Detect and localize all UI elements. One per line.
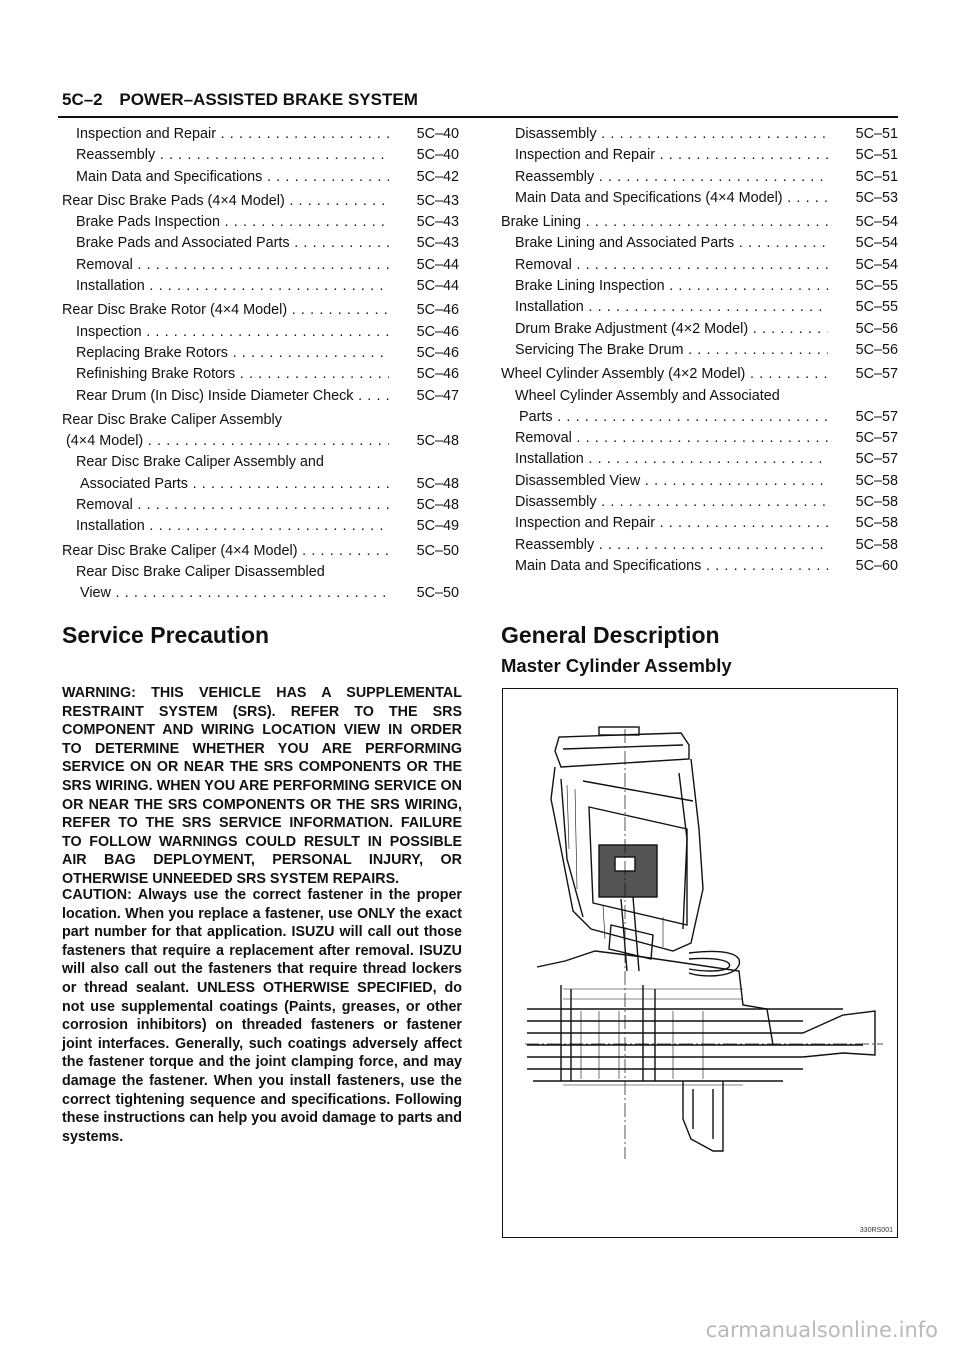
toc-entry-page: 5C–50 (411, 541, 459, 562)
toc-entry-title: Brake Lining and Associated Parts . . . (501, 233, 828, 254)
toc-entry-title: Associated Parts . . . (62, 474, 389, 495)
toc-entry (62, 386, 459, 407)
toc-entry-page: 5C–48 (411, 495, 459, 516)
toc-entry-title: Parts . . . (501, 407, 828, 428)
toc-entry (501, 471, 898, 492)
toc-entry-page: 5C–48 (411, 474, 459, 495)
toc-entry-title: Rear Disc Brake Rotor (4×4 Model) . . . (62, 300, 389, 321)
toc-entry-title: Brake Pads Inspection . . . (62, 212, 389, 233)
toc-entry-title: Drum Brake Adjustment (4×2 Model) . . . (501, 319, 828, 340)
toc-entry (501, 407, 898, 428)
toc-entry-title: Servicing The Brake Drum . . . (501, 340, 828, 361)
toc-entry (62, 300, 459, 321)
toc-entry (501, 188, 898, 209)
toc-entry (501, 449, 898, 470)
toc-entry-title: Inspection and Repair . . . (501, 513, 828, 534)
master-cylinder-figure (502, 688, 898, 1238)
toc-entry-title: Wheel Cylinder Assembly (4×2 Model) . . . (501, 364, 828, 385)
toc-entry-page: 5C–53 (850, 188, 898, 209)
toc-entry (501, 297, 898, 318)
toc-entry (62, 212, 459, 233)
toc-entry-page: 5C–46 (411, 364, 459, 385)
toc-entry (62, 452, 459, 473)
toc-entry-page: 5C–57 (850, 449, 898, 470)
toc-entry-page: 5C–57 (850, 407, 898, 428)
toc-entry (501, 276, 898, 297)
toc-entry-title: Installation . . . (501, 449, 828, 470)
master-cylinder-drawing (503, 689, 897, 1237)
toc-entry-title: Main Data and Specifications . . . (62, 167, 389, 188)
toc-entry-page: 5C–58 (850, 513, 898, 534)
toc-entry-title: Installation . . . (62, 516, 389, 537)
toc-entry-title: Rear Drum (In Disc) Inside Diameter Check . . . (62, 386, 389, 407)
toc-entry (62, 233, 459, 254)
toc-entry-page: 5C–50 (411, 583, 459, 604)
toc-entry-title: Rear Disc Brake Pads (4×4 Model) . . . (62, 191, 389, 212)
toc-entry-page: 5C–43 (411, 212, 459, 233)
toc-entry-title: Disassembled View . . . (501, 471, 828, 492)
toc-entry (501, 319, 898, 340)
toc-entry-page: 5C–47 (411, 386, 459, 407)
toc-entry (501, 340, 898, 361)
figure-id: 330RS001 (859, 1227, 893, 1234)
toc-entry-page: 5C–57 (850, 428, 898, 449)
toc-entry (62, 516, 459, 537)
toc-entry (62, 474, 459, 495)
toc-entry-page: 5C–58 (850, 492, 898, 513)
toc-entry-title: Main Data and Specifications . . . (501, 556, 828, 577)
toc-entry (62, 145, 459, 166)
toc-entry (501, 386, 898, 407)
toc-entry-page: 5C–51 (850, 167, 898, 188)
toc-entry-title: Disassembly . . . (501, 492, 828, 513)
toc-entry-title: View . . . (62, 583, 389, 604)
toc-entry-page: 5C–46 (411, 343, 459, 364)
toc-entry-title: Refinishing Brake Rotors . . . (62, 364, 389, 385)
toc-entry-page: 5C–51 (850, 124, 898, 145)
toc-entry-page: 5C–49 (411, 516, 459, 537)
toc-entry-page: 5C–56 (850, 340, 898, 361)
toc-entry (501, 428, 898, 449)
toc-entry (501, 145, 898, 166)
toc-entry-title: Reassembly . . . (62, 145, 389, 166)
toc-entry-page: 5C–43 (411, 191, 459, 212)
toc-entry-page: 5C–46 (411, 300, 459, 321)
toc-entry (62, 431, 459, 452)
toc-entry (62, 124, 459, 145)
toc-entry-page: 5C–55 (850, 276, 898, 297)
toc-entry-title: Removal . . . (501, 255, 828, 276)
toc-entry (501, 255, 898, 276)
toc-entry-page: 5C–58 (850, 535, 898, 556)
toc-entry-title: Wheel Cylinder Assembly and Associated (515, 387, 780, 404)
toc-entry-page: 5C–43 (411, 233, 459, 254)
toc-entry (62, 495, 459, 516)
toc-entry-title: Rear Disc Brake Caliper Assembly (62, 411, 282, 428)
page-number: 5C–2 (62, 90, 103, 109)
toc-entry-title: Installation . . . (501, 297, 828, 318)
toc-entry-page: 5C–60 (850, 556, 898, 577)
header-rule (58, 116, 898, 118)
toc-entry-page: 5C–44 (411, 255, 459, 276)
chapter-title: POWER–ASSISTED BRAKE SYSTEM (119, 90, 418, 109)
toc-entry-page: 5C–44 (411, 276, 459, 297)
toc-entry (501, 535, 898, 556)
toc-right-column (501, 124, 898, 577)
warning-paragraph: WARNING: THIS VEHICLE HAS A SUPPLEMENTAL RESTRAINT SYSTEM (SRS). REFER TO THE SRS COMPONENT AND WIRING LOCATION VIEW IN ORDER TO DETERMINE WHETHER YOU ARE PERFORMING SERVICE ON OR NEAR THE SRS COMPONENTS OR THE SRS WIRING. WHEN YOU ARE PERFORMING SERVICE ON OR NEAR THE SRS COMPONENTS OR THE SRS WIRING, REFER TO THE SRS SERVICE INFORMATION. FAILURE TO FOLLOW WARNINGS COULD RESULT IN POSSIBLE AIR BAG DEPLOYMENT, PERSONAL INJURY, OR OTHERWISE UNNEEDED SRS SYSTEM REPAIRS. (62, 685, 462, 887)
watermark: carmanualsonline.info (705, 1318, 938, 1342)
toc-entry-title: Replacing Brake Rotors . . . (62, 343, 389, 364)
toc-entry (62, 364, 459, 385)
toc-entry-title: Brake Pads and Associated Parts . . . (62, 233, 389, 254)
toc-entry (501, 364, 898, 385)
toc-entry-page: 5C–54 (850, 255, 898, 276)
toc-entry-page: 5C–46 (411, 322, 459, 343)
toc-entry-title: Brake Lining . . . (501, 212, 828, 233)
toc-entry-title: Inspection . . . (62, 322, 389, 343)
toc-entry (62, 276, 459, 297)
toc-entry (62, 167, 459, 188)
toc-entry-title: Inspection and Repair . . . (501, 145, 828, 166)
toc-entry-page: 5C–40 (411, 145, 459, 166)
toc-left-column (62, 124, 459, 605)
caution-paragraph: CAUTION: Always use the correct fastener in the proper location. When you replace a fastener, use ONLY the exact part number for that application. ISUZU will call out those fasteners that require a replacement after removal. ISUZU will also call out the fasteners that require thread lockers or thread sealant. UNLESS OTHERWISE SPECIFIED, do not use supplemental coatings (Paints, greases, or other corrosion inhibitors) on threaded fasteners or fastener joint interfaces. Generally, such coatings adversely affect the fastener torque and the joint clamping force, and may damage the fastener. When you install fasteners, use the correct tightening sequence and specifications. Following these instructions can help you avoid damage to parts and systems. (62, 887, 462, 1145)
toc-entry-page: 5C–55 (850, 297, 898, 318)
toc-entry-page: 5C–58 (850, 471, 898, 492)
toc-entry (62, 583, 459, 604)
toc-entry-title: Main Data and Specifications (4×4 Model) . . . (501, 188, 828, 209)
toc-entry (62, 410, 459, 431)
toc-entry-title: Disassembly . . . (501, 124, 828, 145)
toc-entry (501, 492, 898, 513)
toc-entry-page: 5C–51 (850, 145, 898, 166)
toc-entry-page: 5C–48 (411, 431, 459, 452)
toc-entry (62, 191, 459, 212)
toc-entry-title: Rear Disc Brake Caliper (4×4 Model) . . . (62, 541, 389, 562)
toc-entry-title: Brake Lining Inspection . . . (501, 276, 828, 297)
toc-entry-title: Rear Disc Brake Caliper Disassembled (76, 563, 325, 580)
toc-entry (501, 233, 898, 254)
toc-entry (62, 322, 459, 343)
toc-entry-title: Reassembly . . . (501, 167, 828, 188)
toc-entry (62, 541, 459, 562)
toc-entry-title: Removal . . . (501, 428, 828, 449)
toc-entry (501, 124, 898, 145)
toc-entry (501, 167, 898, 188)
toc-entry (501, 212, 898, 233)
general-description-title: General Description (501, 622, 720, 648)
toc-entry (62, 343, 459, 364)
toc-entry-page: 5C–54 (850, 212, 898, 233)
toc-entry-title: (4×4 Model) . . . (62, 431, 389, 452)
toc-entry-page: 5C–56 (850, 319, 898, 340)
page-header (62, 90, 418, 110)
toc-entry-title: Removal . . . (62, 495, 389, 516)
toc-entry-title: Inspection and Repair . . . (62, 124, 389, 145)
toc-entry-page: 5C–54 (850, 233, 898, 254)
service-precaution-title: Service Precaution (62, 622, 270, 648)
toc-entry-title: Removal . . . (62, 255, 389, 276)
toc-entry (62, 562, 459, 583)
toc-entry (501, 556, 898, 577)
master-cylinder-subtitle: Master Cylinder Assembly (501, 655, 732, 676)
toc-entry-page: 5C–57 (850, 364, 898, 385)
toc-entry-page: 5C–42 (411, 167, 459, 188)
toc-entry-title: Reassembly . . . (501, 535, 828, 556)
toc-entry (62, 255, 459, 276)
toc-entry-page: 5C–40 (411, 124, 459, 145)
toc-entry-title: Rear Disc Brake Caliper Assembly and (76, 454, 324, 471)
toc-entry (501, 513, 898, 534)
toc-entry-title: Installation . . . (62, 276, 389, 297)
